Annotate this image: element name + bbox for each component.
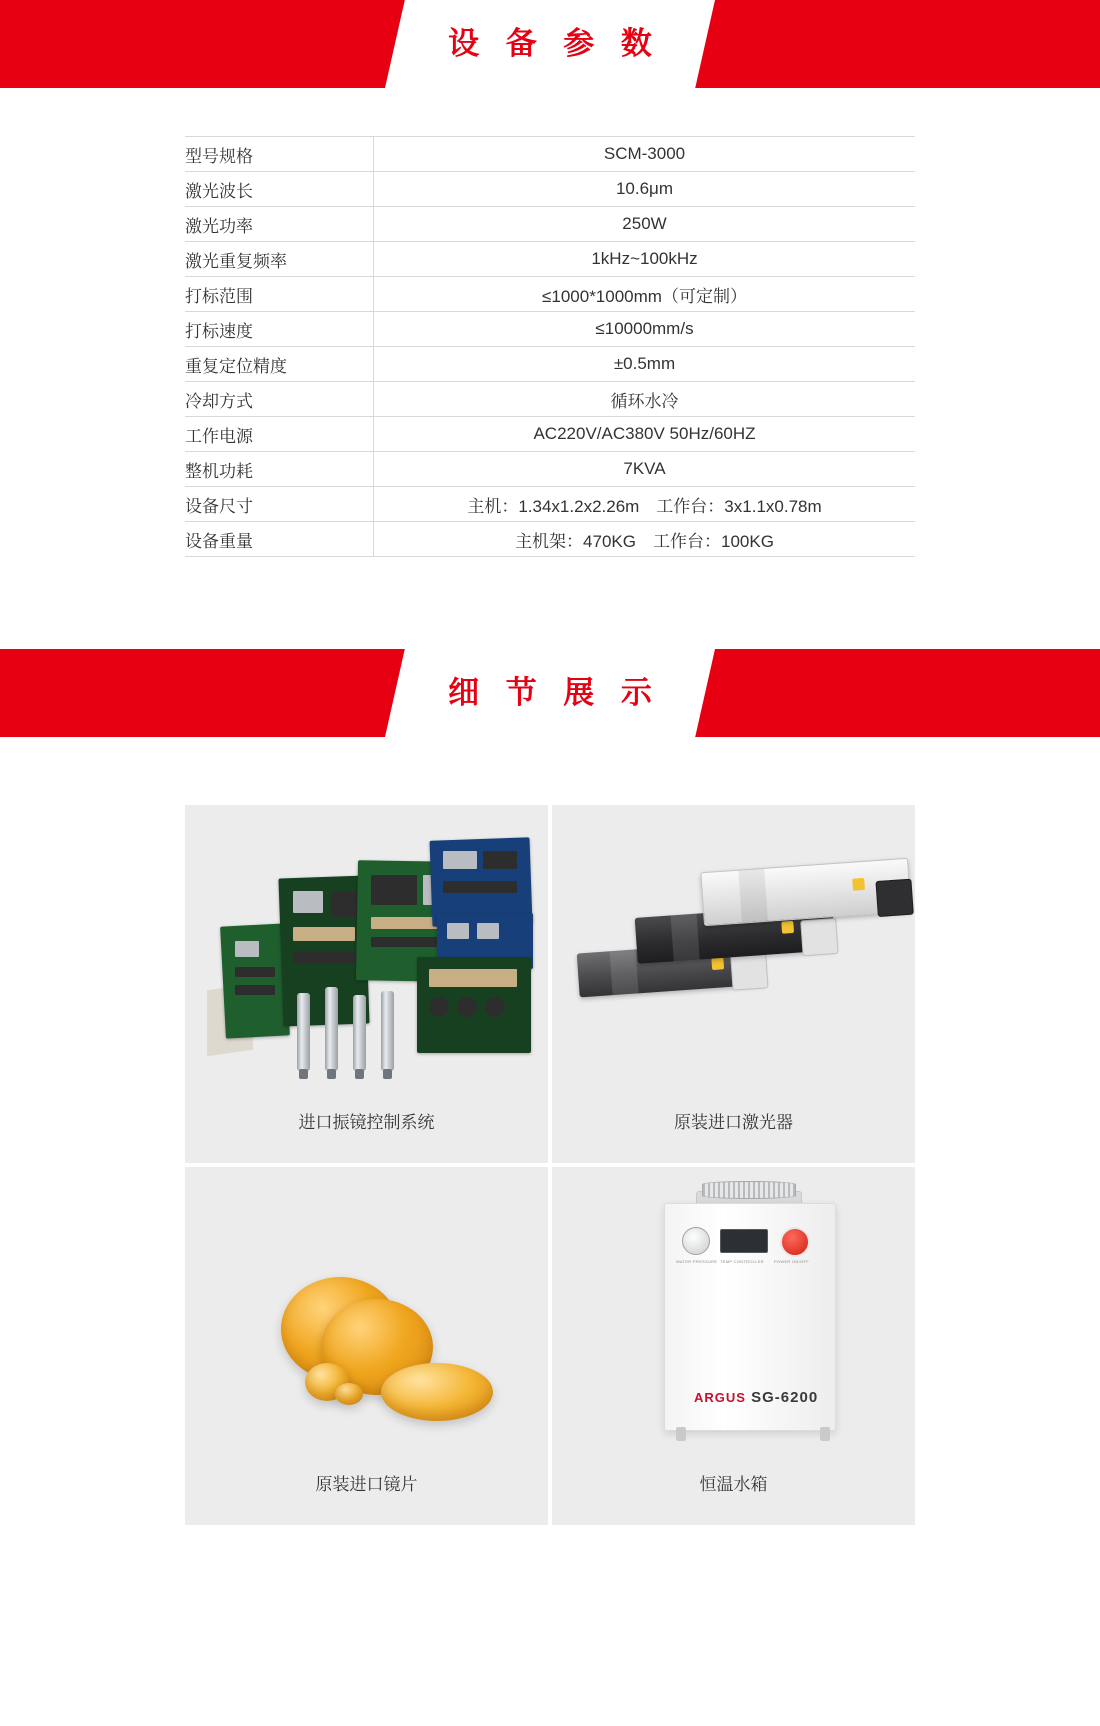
detail-caption: 原装进口激光器 xyxy=(674,1113,793,1132)
brand-mark: ARGUS xyxy=(694,1390,746,1405)
chiller-foot xyxy=(676,1427,686,1441)
banner-inner xyxy=(0,649,1100,737)
table-row xyxy=(185,242,915,277)
bottom-padding xyxy=(0,1525,1100,1645)
laser-output-head xyxy=(800,918,838,956)
laser-output-head xyxy=(875,879,913,917)
lens-tiny xyxy=(335,1383,363,1405)
pcb-chip xyxy=(429,969,517,987)
spec-key: 整机功耗 xyxy=(185,452,374,487)
galvo-control-system-icon xyxy=(185,805,548,1108)
laser-band xyxy=(738,869,768,923)
laser-warning-label xyxy=(781,921,794,934)
galvo-motor xyxy=(297,993,310,1071)
spec-value: 1kHz~100kHz xyxy=(374,242,916,277)
table-row xyxy=(185,522,915,557)
spec-key: 激光功率 xyxy=(185,207,374,242)
spec-value: 250W xyxy=(374,207,916,242)
table-row xyxy=(185,452,915,487)
section-gap xyxy=(0,737,1100,805)
pressure-gauge xyxy=(682,1227,710,1255)
table-row xyxy=(185,382,915,417)
spec-value: 7KVA xyxy=(374,452,916,487)
galvo-motor xyxy=(381,991,394,1071)
pcb-capacitor xyxy=(457,997,477,1017)
table-row xyxy=(185,417,915,452)
detail-caption: 原装进口镜片 xyxy=(315,1475,418,1494)
pcb-chip xyxy=(293,951,355,963)
chiller-foot xyxy=(820,1427,830,1441)
spec-value: SCM-3000 xyxy=(374,137,916,172)
laser-warning-label xyxy=(711,957,724,970)
gauge-label: WATER PRESSURE xyxy=(676,1259,718,1264)
pcb-chip xyxy=(371,875,417,905)
chiller-fan-grill xyxy=(702,1181,796,1199)
spec-key: 重复定位精度 xyxy=(185,347,374,382)
spec-key: 冷却方式 xyxy=(185,382,374,417)
table-row xyxy=(185,487,915,522)
pcb-chip xyxy=(235,967,275,977)
detail-card-laser-source xyxy=(552,805,915,1163)
spec-value: 10.6μm xyxy=(374,172,916,207)
table-row xyxy=(185,347,915,382)
chiller-brand-label xyxy=(694,1389,818,1406)
spec-value: ≤10000mm/s xyxy=(374,312,916,347)
spec-key: 打标范围 xyxy=(185,277,374,312)
table-row xyxy=(185,207,915,242)
detail-grid xyxy=(185,805,915,1525)
spec-key: 打标速度 xyxy=(185,312,374,347)
pcb-capacitor xyxy=(485,997,505,1017)
laser-tube xyxy=(700,858,911,926)
laser-output-head xyxy=(730,952,768,990)
spec-value: AC220V/AC380V 50Hz/60HZ xyxy=(374,417,916,452)
spec-key: 激光波长 xyxy=(185,172,374,207)
detail-card-water-chiller xyxy=(552,1167,915,1525)
laser-band xyxy=(610,949,639,995)
spec-section-banner xyxy=(0,0,1100,88)
pcb-chip xyxy=(235,985,275,995)
section-gap xyxy=(0,557,1100,649)
table-row xyxy=(185,172,915,207)
power-switch xyxy=(780,1227,810,1257)
pcb-chip xyxy=(235,941,259,957)
optical-lens-icon xyxy=(185,1167,548,1470)
detail-card-galvo-control xyxy=(185,805,548,1163)
spec-section-title: 设 备 参 数 xyxy=(448,26,661,61)
pcb-capacitor xyxy=(429,997,449,1017)
pcb-chip xyxy=(293,927,355,941)
spec-key: 型号规格 xyxy=(185,137,374,172)
spec-key: 设备重量 xyxy=(185,522,374,557)
pcb-chip xyxy=(443,851,477,869)
laser-warning-label xyxy=(852,878,865,891)
pcb-chip xyxy=(443,881,517,893)
pcb-chip xyxy=(447,923,469,939)
laser-band xyxy=(670,914,699,962)
spec-table xyxy=(185,136,915,557)
lens-flat xyxy=(381,1363,493,1421)
spec-table-wrap xyxy=(0,88,1100,557)
spec-key: 激光重复频率 xyxy=(185,242,374,277)
galvo-motor xyxy=(353,995,366,1071)
switch-label: POWER ON/OFF xyxy=(774,1259,809,1264)
detail-card-optical-lens xyxy=(185,1167,548,1525)
table-row xyxy=(185,312,915,347)
spec-value: ≤1000*1000mm（可定制） xyxy=(374,277,916,312)
detail-section-title: 细 节 展 示 xyxy=(448,675,661,710)
spec-key: 工作电源 xyxy=(185,417,374,452)
laser-source-icon xyxy=(552,805,915,1108)
spec-value: 主机架：470KG 工作台：100KG xyxy=(374,522,916,557)
table-row xyxy=(185,137,915,172)
spec-value: 主机：1.34x1.2x2.26m 工作台：3x1.1x0.78m xyxy=(374,487,916,522)
pcb-chip xyxy=(331,891,357,917)
spec-value: ±0.5mm xyxy=(374,347,916,382)
pcb-chip xyxy=(293,891,323,913)
banner-inner xyxy=(0,0,1100,88)
detail-caption: 进口振镜控制系统 xyxy=(298,1113,435,1132)
display-label: TEMP CONTROLLER xyxy=(720,1259,764,1264)
brand-model: SG-6200 xyxy=(751,1389,819,1406)
pcb-chip xyxy=(477,923,499,939)
pcb-chip xyxy=(483,851,517,869)
detail-section-banner xyxy=(0,649,1100,737)
spec-value: 循环水冷 xyxy=(374,382,916,417)
water-chiller-icon xyxy=(552,1167,915,1470)
detail-caption: 恒温水箱 xyxy=(699,1475,768,1494)
temperature-display xyxy=(720,1229,768,1253)
spec-key: 设备尺寸 xyxy=(185,487,374,522)
table-row xyxy=(185,277,915,312)
galvo-motor xyxy=(325,987,338,1071)
pcb-group xyxy=(185,805,548,1108)
pcb-chip xyxy=(371,937,443,947)
